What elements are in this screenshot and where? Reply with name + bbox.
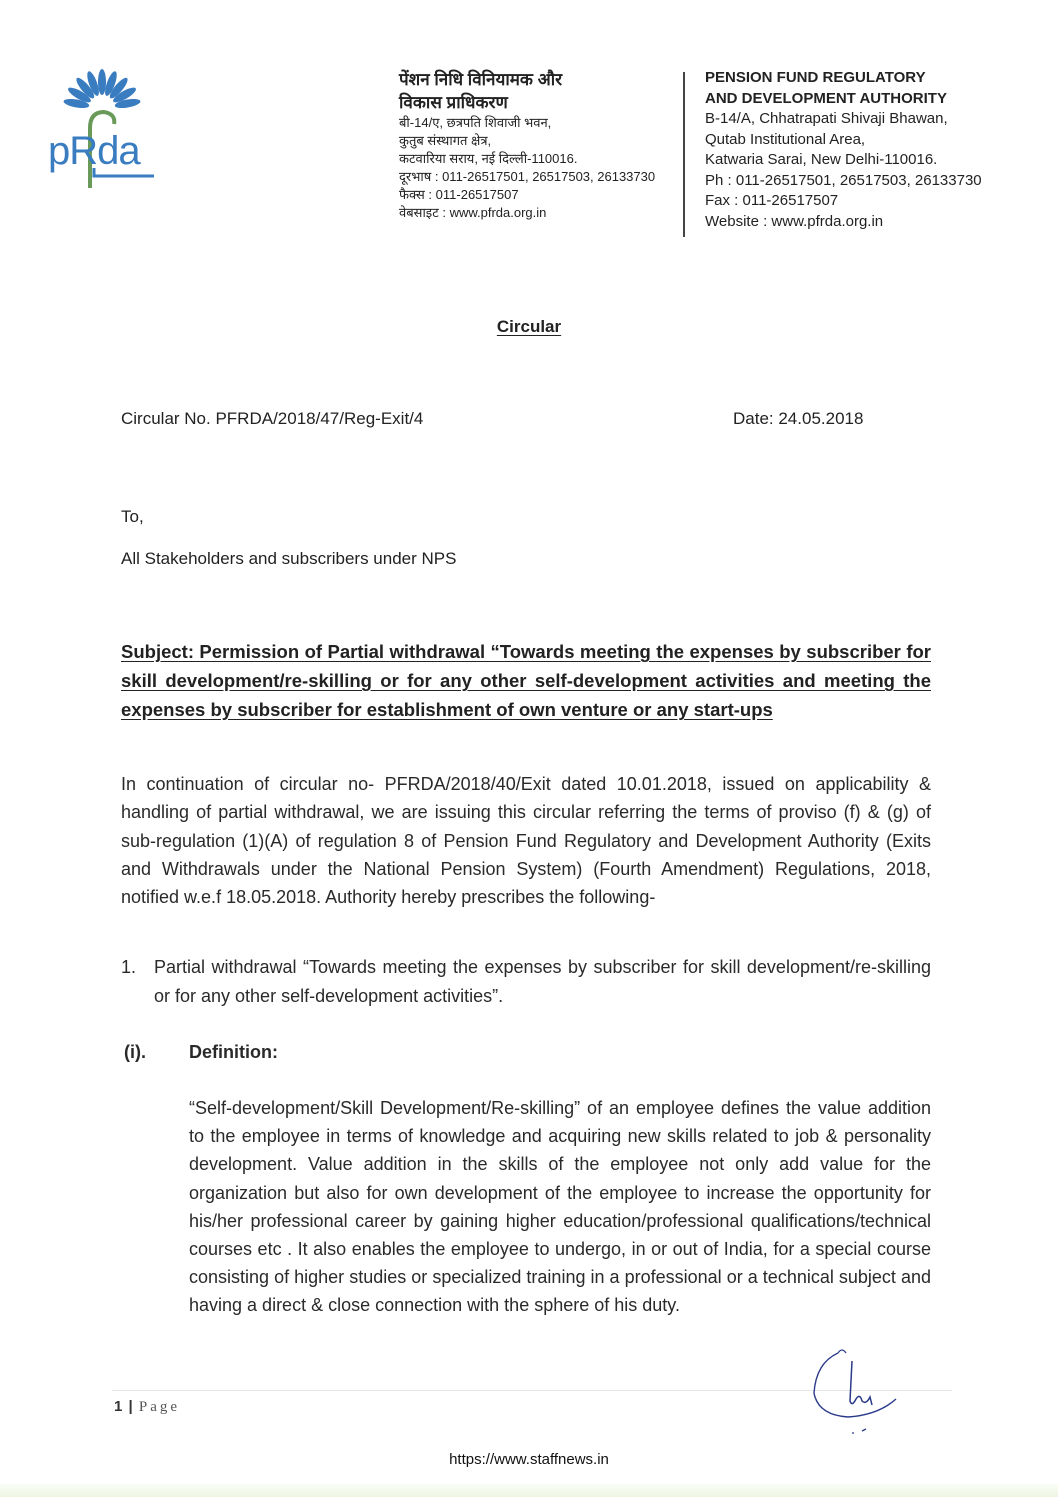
intro-paragraph: In continuation of circular no- PFRDA/2018/40/Exit dated 10.01.2018, issued on applicability & handling of partial withdrawal, we are issuing this circular referring the terms of proviso (f) & (g) of sub-regulation (1)(A) of regulation 8 of Pension Fund Regulatory and Development Authority (Exits and Withdrawals under the National Pension System) (Fourth Amendment) Regulations, 2018, notified w.e.f 18.05.2018. Authority hereby prescribes the following- xyxy=(121,774,931,908)
numbered-item xyxy=(121,953,931,1011)
item-number: 1. xyxy=(121,957,137,977)
hindi-website: वेबसाइट : www.pfrda.org.in xyxy=(399,205,547,220)
address-line3: Katwaria Sarai, New Delhi-110016. xyxy=(705,151,938,168)
page-number-value: 1 xyxy=(114,1398,124,1415)
addressee: All Stakeholders and subscribers under NPS xyxy=(121,549,457,568)
salutation-to: To, xyxy=(121,507,144,526)
circular-date: Date: 24.05.2018 xyxy=(733,409,864,428)
header-divider xyxy=(683,72,685,237)
document-heading: Circular xyxy=(496,317,562,336)
english-letterhead xyxy=(705,68,1045,232)
hindi-letterhead xyxy=(399,68,689,222)
definition-heading xyxy=(124,1042,278,1063)
scan-edge xyxy=(0,1484,1058,1497)
circular-number: Circular No. PFRDA/2018/47/Reg-Exit/4 xyxy=(121,409,424,428)
svg-text:pRda: pRda xyxy=(48,129,140,173)
hindi-org-name-line1: पेंशन निधि विनियामक और xyxy=(399,70,563,89)
website: Website : www.pfrda.org.in xyxy=(705,212,884,230)
org-name-line2: AND DEVELOPMENT AUTHORITY xyxy=(705,89,947,107)
definition-paragraph: “Self-development/Skill Development/Re-skilling” of an employee defines the value addition to the employee in terms of knowledge and acquiring new skills related to job & personality development. Value addition in the skills of the employee not only add value for the organization but also for own development of the employee to increase the opportunity for his/her professional career by gaining higher education/professional qualifications/technical courses etc . It also enables the employee to undergo, in or out of India, for a special course consisting of higher studies or specialized training in a professional or a technical subject and having a direct & close connection with the sphere of his duty. xyxy=(189,1098,931,1316)
org-name-line1: PENSION FUND REGULATORY xyxy=(705,69,926,86)
fax: Fax : 011-26517507 xyxy=(705,192,839,209)
hindi-address-line1: बी-14/ए, छत्रपति शिवाजी भवन, xyxy=(399,115,552,130)
hindi-address-line3: कटवारिया सराय, नई दिल्ली-110016. xyxy=(399,151,578,166)
watermark-url: https://www.staffnews.in xyxy=(449,1451,609,1468)
hindi-org-name-line2: विकास प्राधिकरण xyxy=(399,93,508,112)
page-label: Page xyxy=(138,1399,181,1415)
definition-numeral: (i). xyxy=(124,1042,146,1062)
hindi-address-line2: कुतुब संस्थागत क्षेत्र, xyxy=(399,133,492,148)
phone: Ph : 011-26517501, 26517503, 26133730 xyxy=(705,171,982,189)
page-separator: | xyxy=(128,1398,134,1415)
subject-line: Subject: Permission of Partial withdrawal “Towards meeting the expenses by subscriber for skill development/re-skilling or for any other self-development activities and meeting the expenses by subscriber for establishment of own venture or any start-ups xyxy=(121,641,931,720)
address-line1: B-14/A, Chhatrapati Shivaji Bhawan, xyxy=(705,110,948,127)
pfrda-logo-icon xyxy=(42,68,162,188)
page-number xyxy=(114,1398,180,1416)
pfrda-logo xyxy=(42,68,162,188)
address-line2: Qutab Institutional Area, xyxy=(705,130,866,148)
signature-icon xyxy=(808,1343,900,1438)
hindi-phone: दूरभाष : 011-26517501, 26517503, 26133730 xyxy=(399,169,656,184)
item-text: Partial withdrawal “Towards meeting the expenses by subscriber for skill development/re-skilling or for any other self-development activities”. xyxy=(154,957,931,1006)
definition-title: Definition: xyxy=(189,1042,278,1062)
hindi-fax: फैक्स : 011-26517507 xyxy=(399,187,519,202)
